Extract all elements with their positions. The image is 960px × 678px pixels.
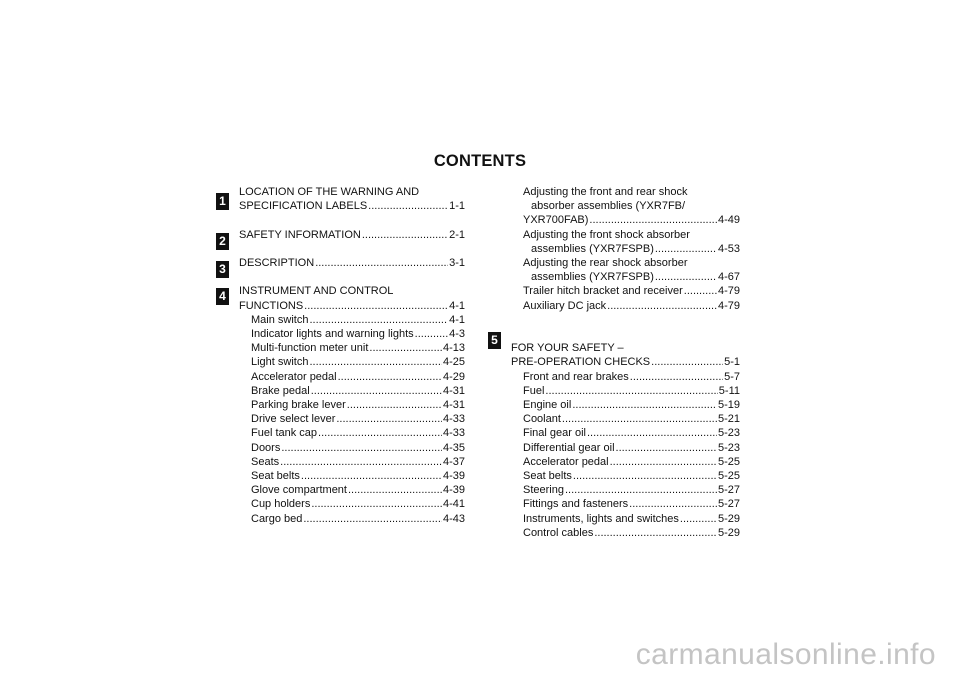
toc-entry[interactable]: Instruments, lights and switches ..... 5-29 — [511, 512, 740, 526]
toc-entry-cont[interactable]: assemblies (YXR7FSPB) ..... 4-67 — [511, 270, 740, 284]
toc-entry[interactable]: Fuel ..... 5-11 — [511, 384, 740, 398]
toc-entry[interactable]: Light switch ..... 4-25 — [239, 355, 465, 369]
chapter-tab-4[interactable]: 4 — [216, 288, 229, 305]
toc-heading-4a[interactable]: INSTRUMENT AND CONTROL — [239, 285, 394, 298]
toc-heading-1a[interactable]: LOCATION OF THE WARNING AND — [239, 186, 420, 198]
toc-entry[interactable]: Accelerator pedal ..... 5-25 — [511, 455, 740, 469]
toc-entry[interactable]: Engine oil ..... 5-19 — [511, 398, 740, 412]
toc-right-column — [511, 185, 740, 540]
toc-entry[interactable]: Steering ..... 5-27 — [511, 483, 740, 497]
page-number: 4-1 — [449, 299, 465, 312]
toc-entry-cont[interactable]: absorber assemblies (YXR7FB/ — [531, 200, 686, 213]
page-title: CONTENTS — [433, 152, 527, 170]
toc-entry-cont[interactable]: Auxiliary DC jack ..... 4-79 — [511, 299, 740, 313]
toc-entry-cont[interactable]: Adjusting the front shock absorber — [523, 228, 690, 241]
toc-heading-5a[interactable]: FOR YOUR SAFETY – — [511, 342, 624, 355]
toc-entry[interactable]: Doors ..... 4-35 — [239, 441, 465, 455]
chapter-tab-2[interactable]: 2 — [216, 233, 229, 250]
page-number: 1-1 — [449, 200, 465, 213]
toc-entry-cont[interactable]: Adjusting the front and rear shock — [523, 186, 688, 198]
toc-entry[interactable]: Parking brake lever ..... 4-31 — [239, 398, 465, 412]
toc-heading-1b[interactable]: SPECIFICATION LABELS ..... 1-1 — [239, 199, 465, 213]
toc-entry[interactable]: Main switch ..... 4-1 — [239, 313, 465, 327]
chapter-tab-3[interactable]: 3 — [216, 261, 229, 278]
toc-entry[interactable]: Accelerator pedal ..... 4-29 — [239, 370, 465, 384]
toc-entry[interactable]: Seat belts ..... 5-25 — [511, 469, 740, 483]
toc-entry[interactable]: Seat belts ..... 4-39 — [239, 469, 465, 483]
toc-entry[interactable]: Differential gear oil ..... 5-23 — [511, 441, 740, 455]
toc-left-column — [239, 185, 465, 526]
toc-entry[interactable]: Seats ..... 4-37 — [239, 455, 465, 469]
page-number: 5-1 — [724, 356, 740, 369]
watermark-text: carmanualsonline.info — [635, 638, 936, 671]
toc-entry[interactable]: Multi-function meter unit ..... 4-13 — [239, 341, 465, 355]
chapter-tab-1[interactable]: 1 — [216, 193, 229, 210]
toc-heading-4b[interactable]: FUNCTIONS ..... 4-1 — [239, 299, 465, 313]
toc-heading-3[interactable]: DESCRIPTION ..... 3-1 — [239, 256, 465, 270]
toc-entry[interactable]: Glove compartment ..... 4-39 — [239, 483, 465, 497]
toc-entry[interactable]: Fuel tank cap ..... 4-33 — [239, 426, 465, 440]
toc-entry-cont[interactable]: Trailer hitch bracket and receiver ..... 4-79 — [511, 284, 740, 298]
toc-entry[interactable]: Indicator lights and warning lights ..... 4-3 — [239, 327, 465, 341]
toc-heading-5b[interactable]: PRE-OPERATION CHECKS ..... 5-1 — [511, 355, 740, 369]
toc-entry-cont[interactable]: assemblies (YXR7FSPB) ..... 4-53 — [511, 242, 740, 256]
toc-entry-cont[interactable]: Adjusting the rear shock absorber — [523, 257, 688, 270]
toc-entry[interactable]: Final gear oil ..... 5-23 — [511, 426, 740, 440]
toc-entry[interactable]: Coolant ..... 5-21 — [511, 412, 740, 426]
toc-entry[interactable]: Drive select lever ..... 4-33 — [239, 412, 465, 426]
toc-entry[interactable]: Control cables ..... 5-29 — [511, 526, 740, 540]
chapter-tab-5[interactable]: 5 — [488, 332, 501, 349]
toc-heading-2[interactable]: SAFETY INFORMATION ..... 2-1 — [239, 228, 465, 242]
page-number: 2-1 — [449, 228, 465, 241]
toc-entry-cont[interactable]: YXR700FAB) ..... 4-49 — [511, 213, 740, 227]
page-number: 3-1 — [449, 256, 465, 269]
toc-entry[interactable]: Cup holders ..... 4-41 — [239, 497, 465, 511]
toc-entry[interactable]: Brake pedal ..... 4-31 — [239, 384, 465, 398]
toc-entry[interactable]: Cargo bed ..... 4-43 — [239, 512, 465, 526]
toc-entry[interactable]: Fittings and fasteners ..... 5-27 — [511, 497, 740, 511]
toc-entry[interactable]: Front and rear brakes ..... 5-7 — [511, 370, 740, 384]
